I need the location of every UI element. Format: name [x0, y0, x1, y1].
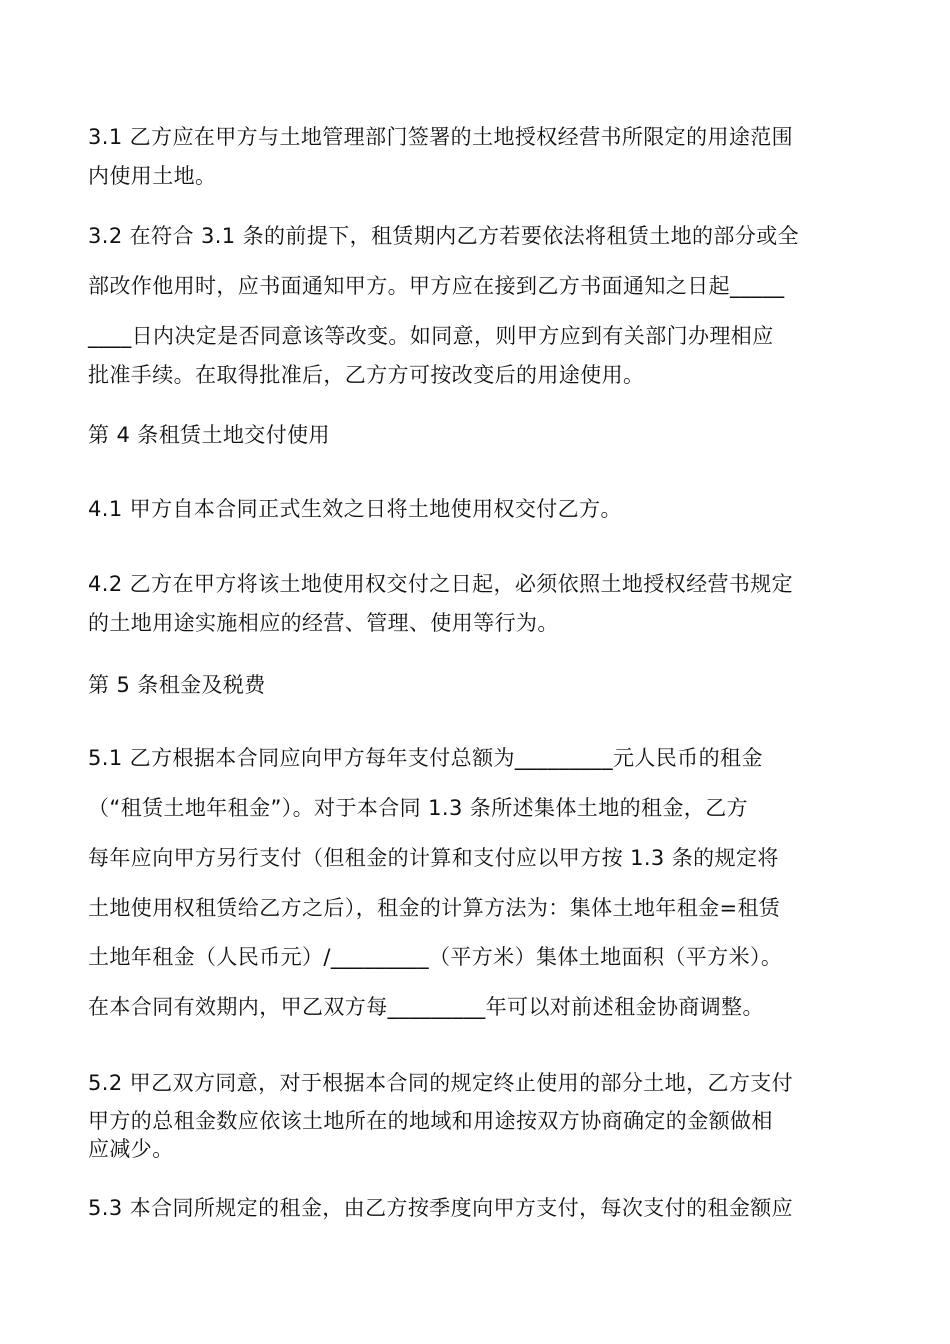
clause-3-2-line-4: 批准手续。在取得批准后，乙方方可按改变后的用途使用。 [88, 363, 645, 387]
clause-4-1-line-1: 4.1 甲方自本合同正式生效之日将土地使用权交付乙方。 [88, 497, 622, 521]
article-5-heading: 第 5 条租金及税费 [88, 673, 266, 697]
article-4-heading: 第 4 条租赁土地交付使用 [88, 423, 330, 447]
clause-4-2-line-1: 4.2 乙方在甲方将该土地使用权交付之日起，必须依照土地授权经营书规定 [88, 572, 794, 596]
clause-5-1-line-6: 在本合同有效期内，甲乙双方每_________年可以对前述租金协商调整。 [88, 995, 764, 1019]
clause-5-2-line-2: 甲方的总租金数应依该土地所在的地域和用途按双方协商确定的金额做相 [88, 1109, 773, 1133]
clause-5-2-line-1: 5.2 甲乙双方同意，对于根据本合同的规定终止使用的部分土地，乙方支付 [88, 1071, 794, 1095]
clause-5-1-line-4: 土地使用权租赁给乙方之后），租金的计算方法为：集体土地年租金=租赁 [88, 896, 781, 920]
clause-5-1-line-3: 每年应向甲方另行支付（但租金的计算和支付应以甲方按 1.3 条的规定将 [88, 846, 779, 870]
clause-3-1-line-2: 内使用土地。 [88, 164, 217, 188]
clause-5-2-line-3: 应减少。 [88, 1137, 174, 1161]
clause-4-2-line-2: 的土地用途实施相应的经营、管理、使用等行为。 [88, 611, 559, 635]
clause-3-2-line-3: ____日内决定是否同意该等改变。如同意，则甲方应到有关部门办理相应 [88, 324, 774, 348]
clause-3-1-line-1: 3.1 乙方应在甲方与土地管理部门签署的土地授权经营书所限定的用途范围 [88, 125, 794, 149]
clause-5-3-line-1: 5.3 本合同所规定的租金，由乙方按季度向甲方支付，每次支付的租金额应 [88, 1196, 794, 1220]
clause-5-1-line-5: 土地年租金（人民币元）/_________（平方米）集体土地面积（平方米）。 [88, 945, 783, 969]
clause-3-2-line-2: 部改作他用时，应书面通知甲方。甲方应在接到乙方书面通知之日起_____ [88, 274, 785, 298]
clause-5-1-line-1: 5.1 乙方根据本合同应向甲方每年支付总额为_________元人民币的租金 [88, 746, 763, 770]
clause-3-2-line-1: 3.2 在符合 3.1 条的前提下，租赁期内乙方若要依法将租赁土地的部分或全 [88, 224, 800, 248]
clause-5-1-line-2: （“租赁土地年租金”）。对于本合同 1.3 条所述集体土地的租金，乙方 [88, 796, 749, 820]
